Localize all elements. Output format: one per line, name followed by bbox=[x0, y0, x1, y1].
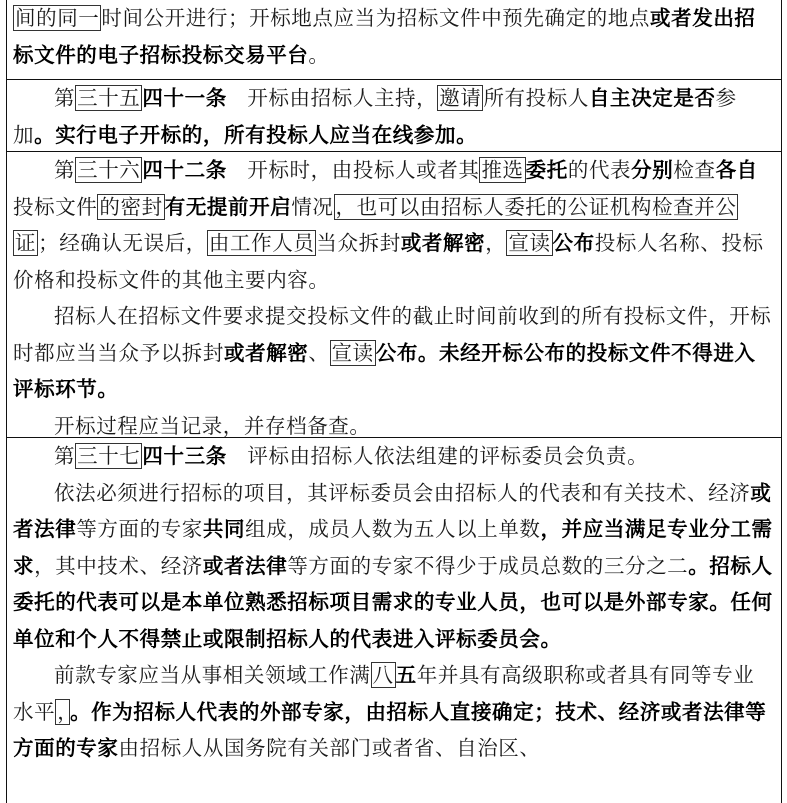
table-row bbox=[7, 438, 781, 803]
deleted-text: 间的同一 bbox=[15, 6, 100, 30]
inserted-text: 或者法律 bbox=[660, 699, 746, 724]
body-text: ， bbox=[485, 231, 507, 255]
article-37-43 bbox=[13, 438, 773, 475]
body-text: 开标过程应当记录，并存档备查。 bbox=[54, 413, 371, 438]
document-table bbox=[6, 0, 782, 803]
deleted-text: 宣读 bbox=[508, 231, 551, 255]
inserted-text: 委托 bbox=[525, 158, 568, 182]
table-row bbox=[7, 152, 781, 438]
deleted-text: 八 bbox=[372, 663, 394, 687]
deleted-text: 三十七 bbox=[77, 444, 141, 468]
paragraph bbox=[13, 657, 773, 767]
paragraph bbox=[13, 475, 773, 658]
body-text: 招标人在招标文件要求提交投标文件的截止时间前收到的所有投标文件，开标时都应当当众予以拆封 bbox=[13, 304, 772, 365]
body-text: 第 bbox=[54, 444, 76, 468]
body-text: ，其中技术、经济 bbox=[34, 553, 203, 578]
inserted-text: 自主决定是否 bbox=[588, 86, 716, 110]
body-text: 投标人名称、投标价格和投标文件的其他主要内容。 bbox=[13, 231, 764, 292]
inserted-text: 四十一 bbox=[142, 86, 206, 110]
body-text: 的代表 bbox=[567, 158, 632, 182]
body-text: 检查 bbox=[673, 158, 716, 182]
body-text: 第 bbox=[54, 86, 76, 110]
body-text: 依法必须进行招标的项目，其评标委员会由招标人的代表和有关技术、经济 bbox=[54, 480, 751, 505]
body-text: 开标由招标人主持， bbox=[247, 86, 438, 110]
inserted-text: 公布 bbox=[375, 340, 418, 365]
inserted-text: 共同 bbox=[202, 517, 246, 541]
body-text: 、 bbox=[308, 340, 330, 365]
article-35-41 bbox=[13, 80, 773, 153]
inserted-text: 等方面的专家 bbox=[13, 699, 767, 760]
deleted-text: 的密封 bbox=[99, 194, 163, 219]
inserted-text: 有无提前开启 bbox=[164, 194, 292, 219]
body-text: 时间公开进行；开标地点应当为招标文件中预先确定的地点 bbox=[101, 6, 651, 30]
deleted-text: 宣读 bbox=[331, 340, 374, 365]
inserted-text: 或者发出招标文件的电子招标投标交易平台 bbox=[13, 6, 756, 67]
deleted-text: ， bbox=[57, 699, 69, 724]
inserted-text: 。作为招标人代表的外部专家，由招标人直接确定；技术、经济 bbox=[70, 699, 661, 724]
body-text: 投标文件 bbox=[13, 194, 98, 219]
inserted-text: 分别 bbox=[631, 158, 674, 182]
paragraph bbox=[13, 0, 773, 73]
paragraph bbox=[13, 298, 773, 408]
inserted-text: 四十二 bbox=[142, 158, 206, 182]
body-text: 。 bbox=[308, 42, 330, 67]
article-label: 条 bbox=[205, 158, 227, 182]
article-label: 条 bbox=[205, 444, 227, 468]
inserted-text: 。实行电子开标的，所有投标人应当在线参加。 bbox=[34, 122, 478, 147]
deleted-text: 由工作人员 bbox=[208, 231, 315, 255]
body-text: 所有投标人 bbox=[483, 86, 589, 110]
inserted-text: 或者法律 bbox=[13, 480, 772, 541]
deleted-text: 邀请 bbox=[439, 86, 482, 110]
inserted-text: 。招标人委托的代表可以是本单位熟悉招标项目需求的专业人员，也可以是外部专家。任何单位和个人不得禁止或限制招标人的代表进入评标委员会。 bbox=[13, 553, 773, 651]
body-text: 等方面的专家 bbox=[76, 517, 203, 541]
inserted-text: 或者解密 bbox=[400, 231, 486, 255]
body-text: ；经确认无误后， bbox=[38, 231, 207, 255]
body-text: 由招标人从国务院有关部门或者省、自治区、 bbox=[118, 736, 541, 760]
body-text: 组成，成员人数为五人以上单数 bbox=[245, 517, 541, 541]
article-36-42 bbox=[13, 152, 773, 298]
table-row bbox=[7, 0, 781, 80]
inserted-text: 或者法律 bbox=[202, 553, 288, 578]
inserted-text: 公布 bbox=[552, 231, 595, 255]
deleted-text: 三十六 bbox=[77, 158, 141, 182]
table-row bbox=[7, 80, 781, 152]
body-text: 评标由招标人依法组建的评标委员会负责。 bbox=[247, 444, 649, 468]
inserted-text: 各自 bbox=[715, 158, 758, 182]
inserted-text: ，并应当满足专业分工需求 bbox=[13, 517, 773, 578]
inserted-text: 或者解密 bbox=[224, 340, 309, 365]
inserted-text: 四十三 bbox=[142, 444, 206, 468]
body-text: 年并具有高级职称或者具有同等专业水平 bbox=[13, 663, 755, 724]
article-label: 条 bbox=[205, 86, 227, 110]
body-text: 参加 bbox=[13, 86, 737, 147]
inserted-text: 。未经开标公布的投标文件不得进入评标环节。 bbox=[13, 340, 756, 401]
inserted-text: 五 bbox=[395, 663, 417, 687]
body-text: 第 bbox=[54, 158, 76, 182]
deleted-text: ，也可以由招标人委托的公证机构检查并公证 bbox=[15, 194, 737, 255]
body-text: 前款专家应当从事相关领域工作满 bbox=[54, 663, 371, 687]
body-text: 等方面的专家不得少于成员总数的三分之二 bbox=[287, 553, 689, 578]
deleted-text: 推选 bbox=[481, 158, 524, 182]
body-text: 当众拆封 bbox=[316, 231, 401, 255]
deleted-text: 三十五 bbox=[77, 86, 141, 110]
body-text: 情况 bbox=[291, 194, 334, 219]
body-text: 开标时，由投标人或者其 bbox=[247, 158, 480, 182]
